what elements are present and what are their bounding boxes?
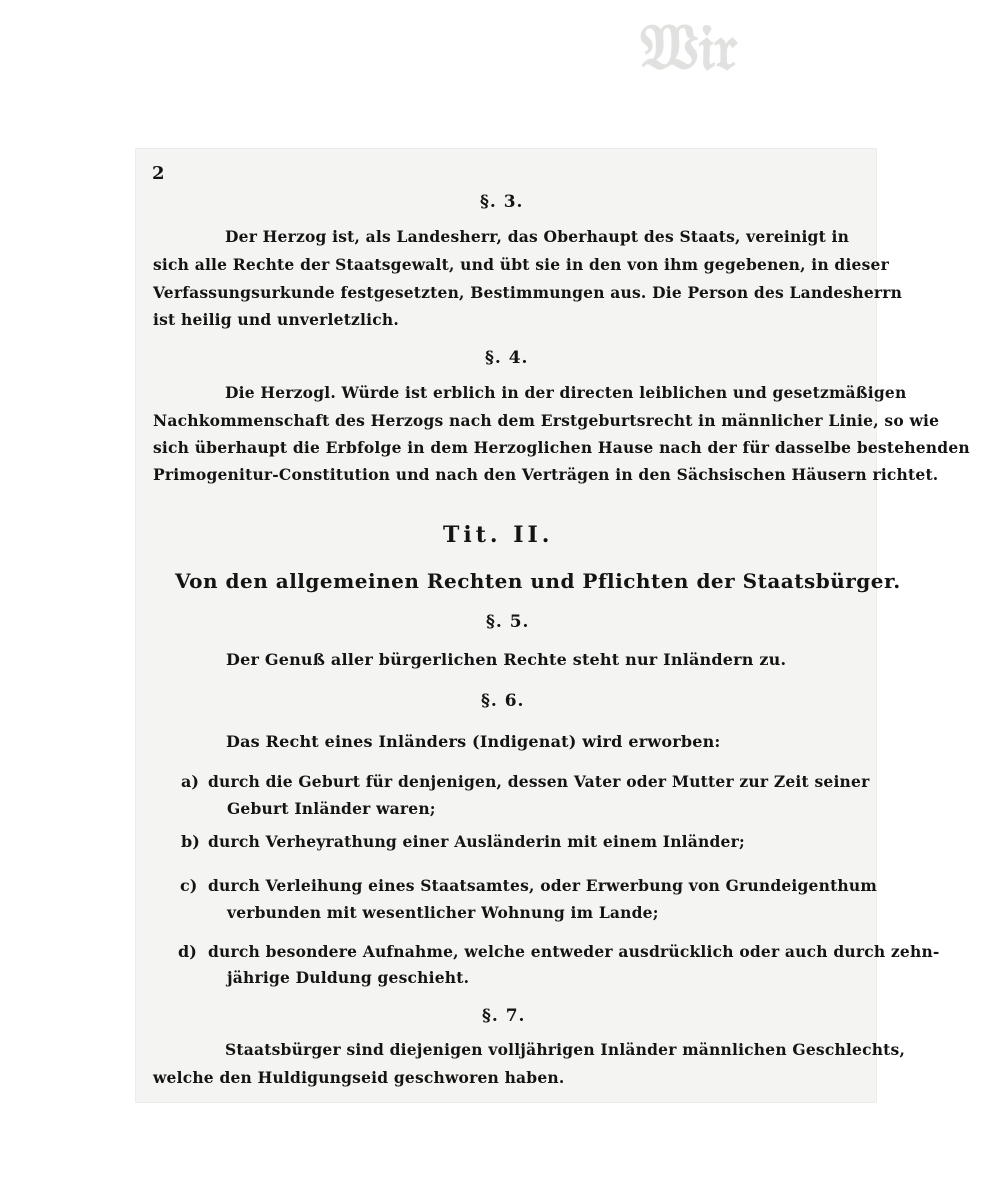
list-item-label: b) [181, 832, 200, 851]
section-4-heading: §. 4. [485, 348, 529, 368]
section-4-line: Nachkommenschaft des Herzogs nach dem Erstgeburtsrecht in männlicher Linie, so wie [153, 411, 940, 430]
list-item-line: verbunden mit wesentlicher Wohnung im Lande; [227, 903, 659, 922]
section-3-line: Der Herzog ist, als Landesherr, das Oberhaupt des Staats, vereinigt in [225, 227, 850, 246]
list-item-label: c) [180, 876, 198, 895]
section-3-line: sich alle Rechte der Staatsgewalt, und übt sie in den von ihm gegebenen, in dieser [153, 255, 889, 274]
list-item-line: durch besondere Aufnahme, welche entweder ausdrücklich oder auch durch zehn- [208, 942, 940, 961]
bleed-through-heading: 𝔚𝔦𝔯 [640, 10, 738, 85]
list-item-label: a) [181, 772, 199, 791]
section-6-intro: Das Recht eines Inländers (Indigenat) wird erworben: [226, 732, 721, 751]
section-4-line: Die Herzogl. Würde ist erblich in der directen leiblichen und gesetzmäßigen [225, 383, 907, 402]
section-5-heading: §. 5. [486, 612, 530, 632]
list-item-label: d) [178, 942, 197, 961]
list-item-line: durch die Geburt für denjenigen, dessen Vater oder Mutter zur Zeit seiner [208, 772, 870, 791]
section-4-line: Primogenitur-Constitution und nach den Verträgen in den Sächsischen Häusern richtet. [153, 465, 939, 484]
list-item-line: durch Verleihung eines Staatsamtes, oder Erwerbung von Grundeigenthum [208, 876, 877, 895]
section-3-line: ist heilig und unverletzlich. [153, 310, 399, 329]
page-number: 2 [152, 163, 165, 184]
list-item-line: jährige Duldung geschieht. [227, 968, 470, 987]
section-7-line: Staatsbürger sind diejenigen volljährigen Inländer männlichen Geschlechts, [225, 1040, 906, 1059]
section-6-heading: §. 6. [481, 691, 525, 711]
list-item-line: durch Verheyrathung einer Ausländerin mit einem Inländer; [208, 832, 745, 851]
section-3-line: Verfassungsurkunde festgesetzten, Bestimmungen aus. Die Person des Landesherrn [153, 283, 903, 302]
title-number: Tit. II. [443, 522, 554, 548]
section-7-line: welche den Huldigungseid geschworen haben. [153, 1068, 565, 1087]
title-subtitle: Von den allgemeinen Rechten und Pflichten der Staatsbürger. [175, 569, 901, 593]
section-5-line: Der Genuß aller bürgerlichen Rechte steht nur Inländern zu. [226, 650, 787, 669]
section-4-line: sich überhaupt die Erbfolge in dem Herzoglichen Hause nach der für dasselbe bestehenden [153, 438, 970, 457]
list-item-line: Geburt Inländer waren; [227, 799, 436, 818]
section-7-heading: §. 7. [482, 1006, 526, 1026]
section-3-heading: §. 3. [480, 192, 524, 212]
